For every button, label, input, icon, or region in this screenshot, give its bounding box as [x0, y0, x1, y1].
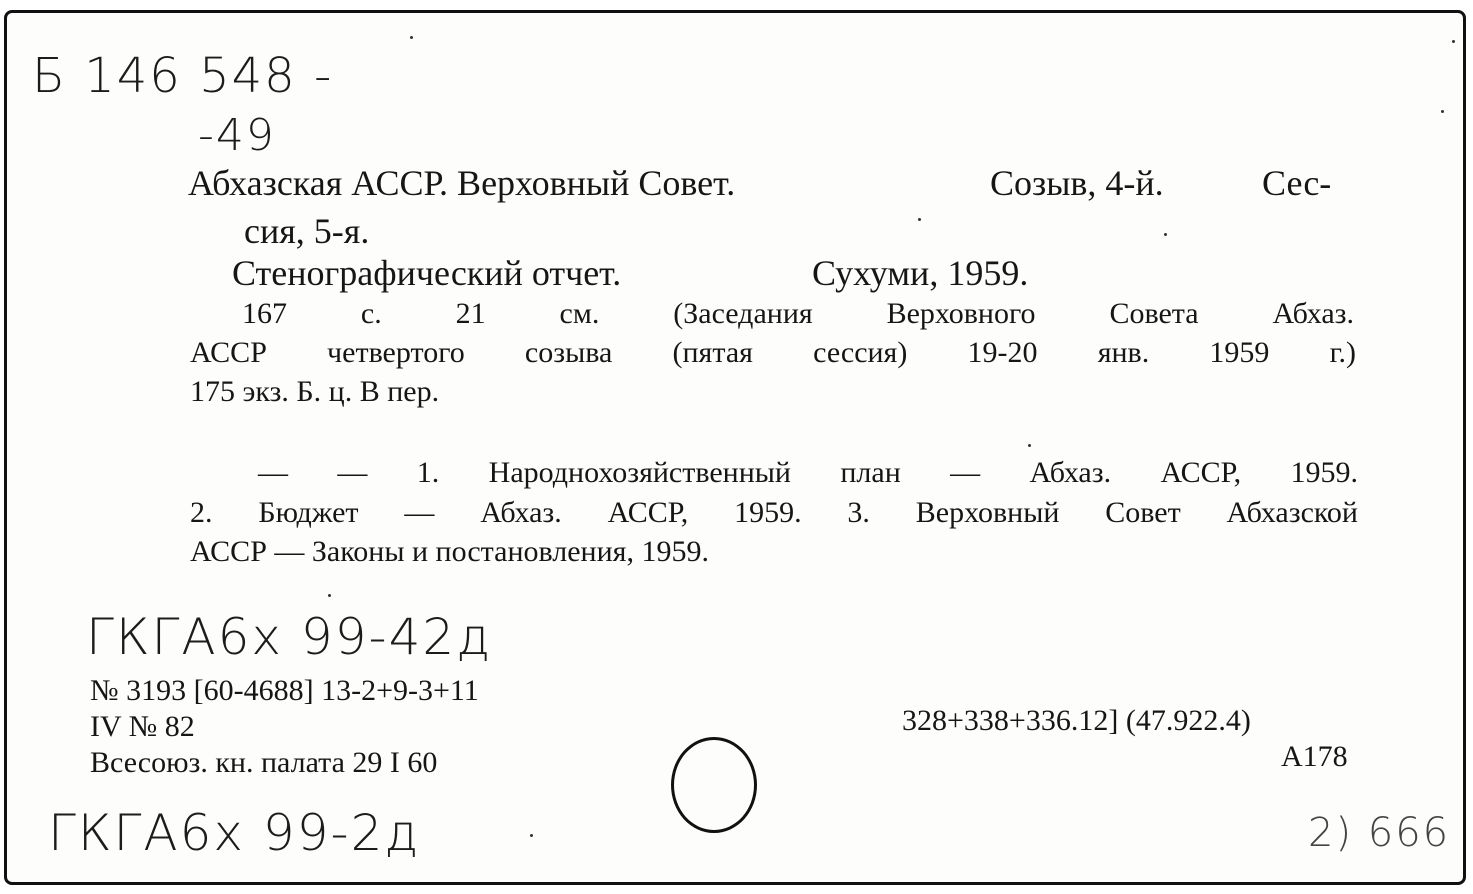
- classification-index: 328+338+336.12] (47.922.4): [902, 704, 1251, 737]
- speck: [1452, 40, 1455, 43]
- speck: [1028, 444, 1031, 447]
- speck: [410, 36, 413, 39]
- collation-line-3: 175 экз. Б. ц. В пер.: [190, 375, 440, 408]
- entry-heading-session-start: Сес-: [1262, 163, 1332, 203]
- entry-heading-session: сия, 5-я.: [244, 211, 370, 251]
- entry-heading-organization: Абхазская АССР. Верховный Совет.: [188, 163, 736, 203]
- speck: [328, 594, 331, 597]
- handwritten-archive-mark-2: ГКГА6х 99-2д: [48, 804, 421, 862]
- subject-line-2: 2. Бюджет — Абхаз. АССР, 1959. 3. Верховный Совет Абхазской: [190, 496, 1358, 529]
- subject-line-3: АССР — Законы и постановления, 1959.: [190, 535, 709, 568]
- book-chamber: Всесоюз. кн. палата 29 I 60: [90, 746, 438, 779]
- entry-imprint: Сухуми, 1959.: [812, 253, 1029, 293]
- record-number: № 3193 [60-4688] 13-2+9-3+11: [90, 674, 479, 707]
- speck: [1164, 233, 1167, 236]
- handwritten-corner-mark: 2) 666: [1308, 810, 1451, 856]
- series-number: IV № 82: [90, 710, 195, 743]
- entry-title: Стенографический отчет.: [232, 253, 622, 293]
- speck: [530, 834, 533, 837]
- speck: [1441, 110, 1444, 113]
- entry-heading-convocation: Созыв, 4-й.: [990, 163, 1164, 203]
- handwritten-call-number-continuation: -49: [198, 110, 276, 161]
- author-code: A178: [1281, 740, 1348, 773]
- handwritten-call-number: Б 146 548 -: [32, 48, 334, 104]
- speck: [918, 218, 921, 221]
- subject-line-1: — — 1. Народнохозяйственный план — Абхаз. АССР, 1959.: [258, 456, 1358, 489]
- collation-line-1: 167 с. 21 см. (Заседания Верховного Совета Абхаз.: [242, 297, 1354, 330]
- punch-hole: [671, 737, 757, 833]
- handwritten-archive-mark: ГКГА6х 99-42д: [86, 608, 493, 666]
- collation-line-2: АССР четвертого созыва (пятая сессия) 19-20 янв. 1959 г.): [190, 336, 1356, 369]
